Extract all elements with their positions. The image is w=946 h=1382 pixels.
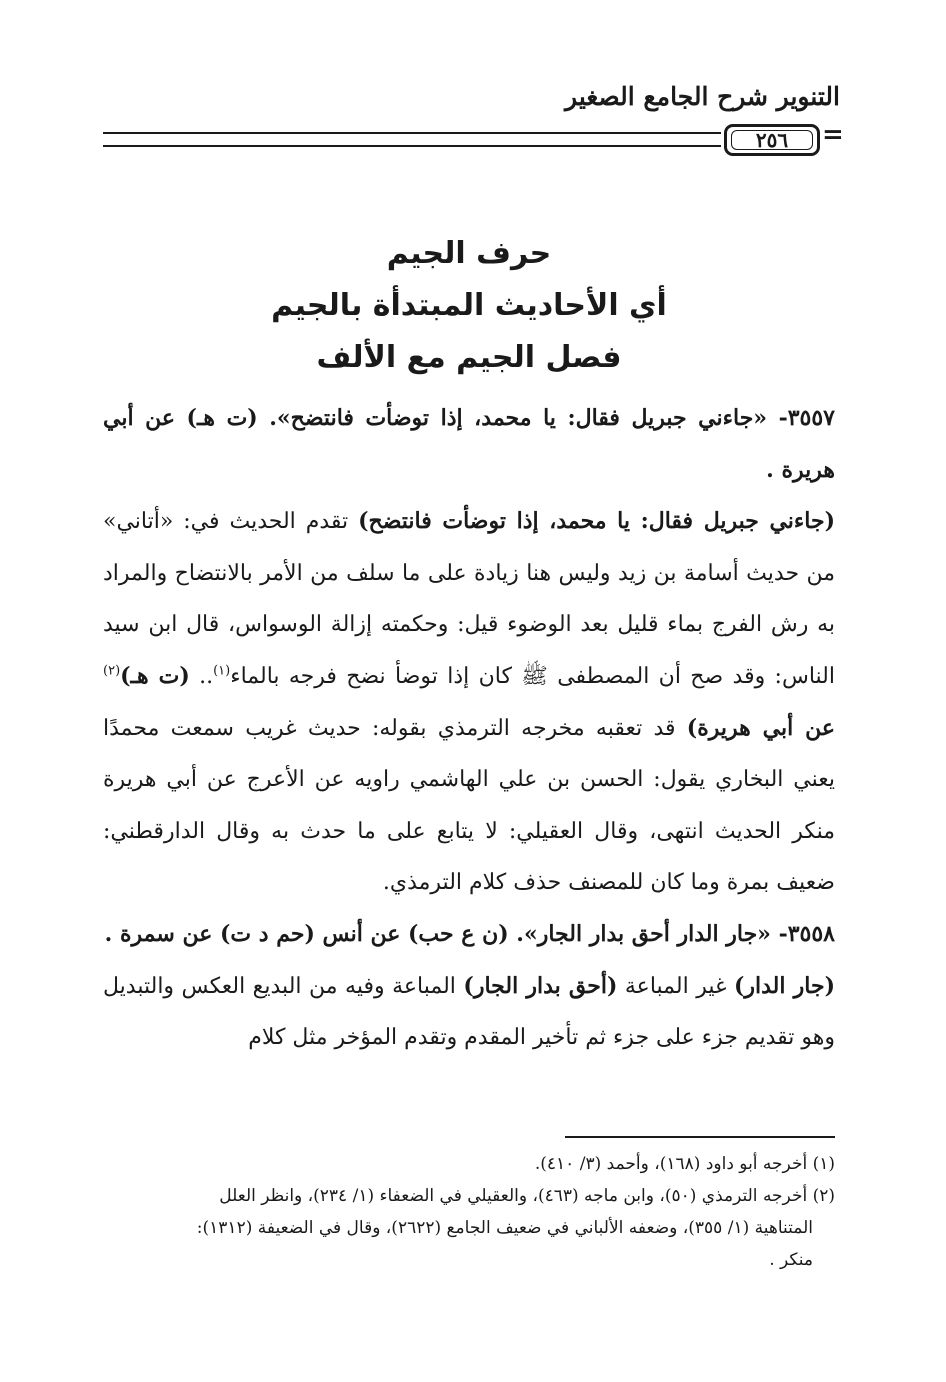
commentary-3558-quote-b: (أحق بدار الجار)	[463, 972, 618, 999]
commentary-3557-text-c: قد تعقبه مخرجه الترمذي بقوله: حديث غريب سمعت محمدًا يعني البخاري يقول: الحسن بن علي الهاشمي راويه عن الأعرج عن أبي هريرة منكر الحديث انتهى، وقال العقيلي: لا يتابع على ما حدث به وقال الدارقطني: ضعيف بمرة وما كان للمصنف حذف كلام الترمذي.	[103, 715, 835, 896]
footnote-2-line-3: منكر .	[769, 1250, 813, 1270]
header-rule-bottom	[103, 145, 721, 147]
footnote-ref-1[interactable]: (١)	[213, 663, 231, 679]
hadith-3557-number: ٣٥٥٧-	[767, 405, 835, 431]
heading-chapter-jim-alif: فصل الجيم مع الألف	[316, 340, 622, 375]
commentary-3557-text-a: تقدم الحديث في: «أتاني» من حديث أسامة بن زيد وليس هنا زيادة على ما سلف من الأمر بالانتضاح والمراد به رش الفرج بماء قليل بعد الوضوء قيل: وحكمته إزالة الوسواس، قال ابن سيد الناس: وقد صح أن المصطفى ﷺ كان إذا توضأ نضح فرجه بالماء	[103, 509, 835, 689]
page-number-box-inner-frame	[731, 130, 813, 150]
header-side-mark: =	[822, 120, 844, 150]
commentary-3558-quote-a: (جار الدار)	[733, 972, 835, 999]
hadith-3557-text: «جاءني جبريل فقال: يا محمد، إذا توضأت فانتضح». (ت هـ) عن أبي هريرة .	[103, 405, 835, 483]
section-headings	[103, 228, 835, 384]
heading-letter-jim: حرف الجيم	[386, 236, 552, 271]
footnote-ref-2[interactable]: (٢)	[103, 663, 121, 679]
hadith-3558-text: «جار الدار أحق بدار الجار». (ن ع حب) عن أنس (حم د ت) عن سمرة .	[104, 920, 771, 947]
footnotes	[103, 1148, 835, 1276]
commentary-3558-text-b: المباعة وفيه من البديع العكس والتبديل وهو تقديم جزء على جزء ثم تأخير المقدم وتقدم المؤخر مثل كلام	[103, 973, 835, 1051]
commentary-3557-quote: (جاءني جبريل فقال: يا محمد، إذا توضأت فانتضح)	[358, 508, 835, 535]
commentary-3557-source-2: عن أبي هريرة)	[686, 714, 835, 741]
hadith-3558	[103, 909, 835, 961]
footnote-separator	[565, 1136, 835, 1138]
footnote-1: (١) أخرجه أبو داود (١٦٨)، وأحمد (٣/ ٤١٠).	[534, 1154, 835, 1174]
commentary-3557	[103, 496, 835, 909]
commentary-3557-text-b: ..	[189, 663, 214, 689]
page-number: ٢٥٦	[755, 128, 789, 152]
header-rule-top	[103, 132, 721, 134]
page-number-box	[724, 124, 820, 156]
hadith-3558-number: ٣٥٥٨-	[770, 920, 835, 947]
commentary-3557-source: (ت هـ)	[120, 662, 190, 689]
running-header-title: التنوير شرح الجامع الصغير	[565, 82, 840, 111]
heading-hadiths-starting-jim: أي الأحاديث المبتدأة بالجيم	[271, 288, 667, 323]
footnote-2-line-2: المتناهية (١/ ٣٥٥)، وضعفه الألباني في ضعيف الجامع (٢٦٢٢)، وقال في الضعيفة (١٣١٢):	[196, 1218, 813, 1238]
commentary-3558-text-a: غير المباعة	[617, 973, 734, 999]
footnote-2-line-1: (٢) أخرجه الترمذي (٥٠)، وابن ماجه (٤٦٣)، والعقيلي في الضعفاء (١/ ٢٣٤)، وانظر العلل	[219, 1186, 835, 1206]
commentary-3558	[103, 961, 835, 1064]
main-text	[103, 393, 835, 1064]
hadith-3557	[103, 393, 835, 496]
